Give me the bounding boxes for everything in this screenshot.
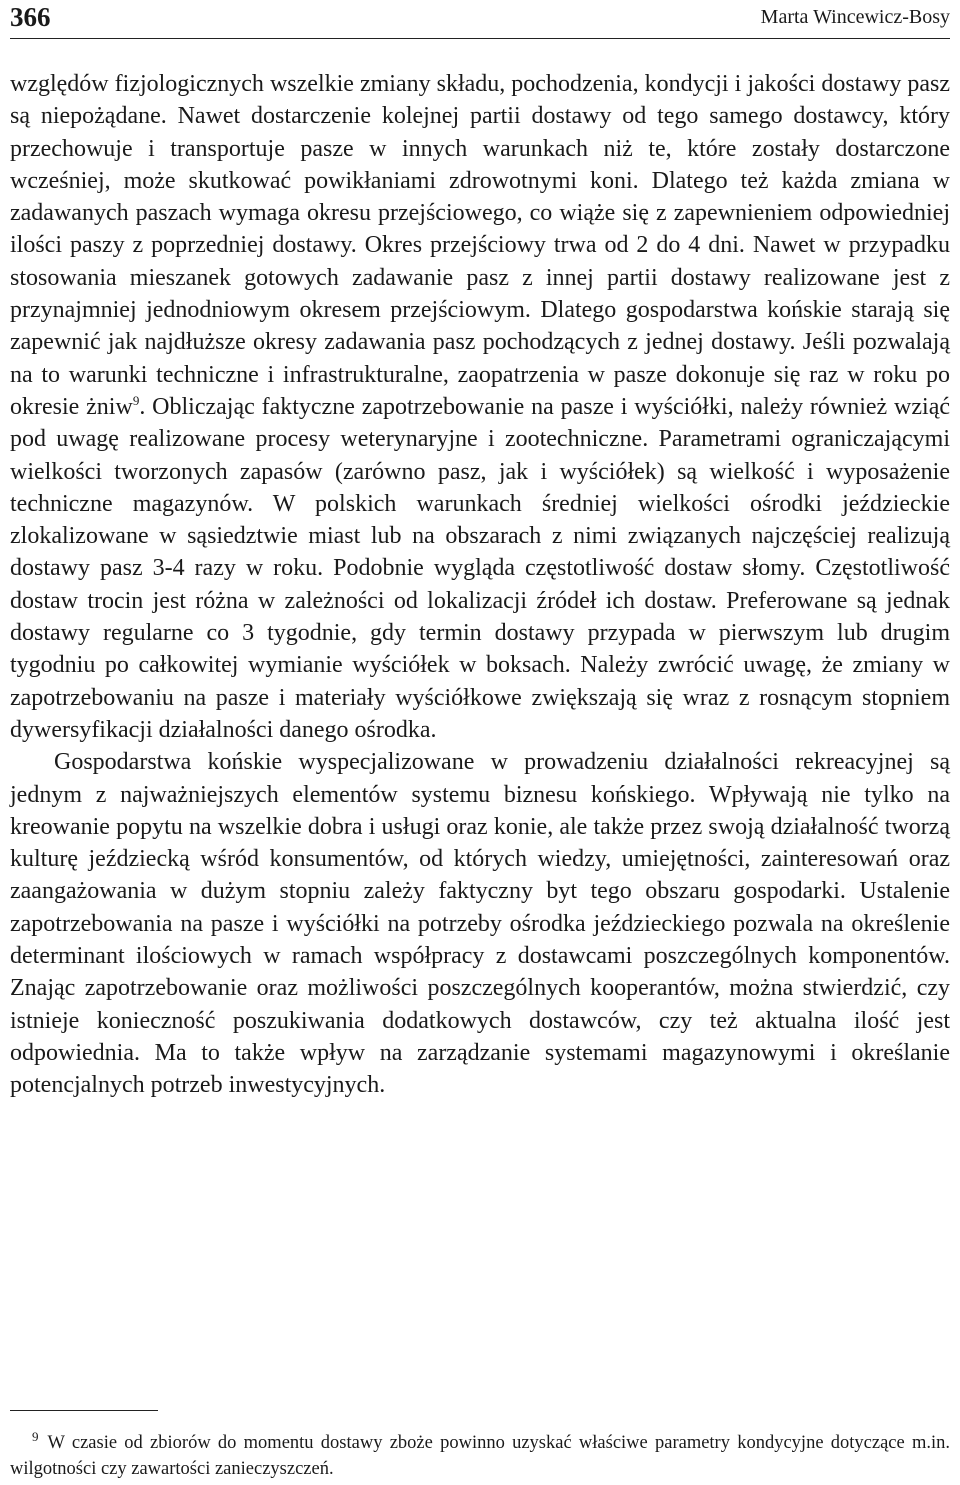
footnote-reference: 9	[132, 392, 140, 408]
paragraph-1	[10, 68, 950, 746]
footnote-number: 9	[32, 1428, 39, 1444]
footnote	[10, 1430, 950, 1482]
paragraph-1-text-a: względów fizjologicznych wszelkie zmiany składu, pochodzenia, kondycji i jakości dostawy pasz są niepożądane. Nawet dostarczenie kolejnej partii dostawy od tego samego dostawcy, który przechowuje i transportuje pasze w innych warunkach niż te, które zostały dostarczone wcześniej, może skutkować powikłaniami zdrowotnymi koni. Dlatego też każda zmiana w zadawanych paszach wymaga okresu przejściowego, co wiąże się z zapewnieniem odpowiedniej ilości paszy z poprzedniej dostawy. Okres przejściowy trwa od 2 do 4 dni. Nawet w przypadku stosowania mieszanek gotowych zadawanie pasz z innej partii dostawy realizowane jest z przynajmniej jednodniowym okresem przejściowym. Dlatego gospodarstwa końskie starają się zapewnić jak najdłuższe okresy zadawania pasz pochodzących z jednej dostawy. Jeśli pozwalają na to warunki techniczne i infrastrukturalne, zaopatrzenia w pasze dokonuje się raz w roku po okresie żniw	[10, 71, 950, 420]
running-head-author: Marta Wincewicz-Bosy	[760, 6, 950, 28]
paragraph-2: Gospodarstwa końskie wyspecjalizowane w prowadzeniu działalności rekreacyjnej są jednym z najważniejszych elementów systemu biznesu końskiego. Wpływają nie tylko na kreowanie popytu na wszelkie dobra i usługi oraz konie, ale także przez swoją działalność tworzą kulturę jeździecką wśród konsumentów, od których wiedzy, umiejętności, zainteresowań oraz zaangażowania w dużym stopniu zależy faktyczny byt tego obszaru gospodarki. Ustalenie zapotrzebowania na pasze i wyściółki na potrzeby ośrodka jeździeckiego pozwala na określenie determinant ilościowych w ramach współpracy z dostawcami poszczególnych komponentów. Znając zapotrzebowanie oraz możliwości poszczególnych kooperantów, można stwierdzić, czy istnieje konieczność poszukiwania dodatkowych dostawców, czy też aktualna ilość jest odpowiednia. Ma to także wpływ na zarządzanie systemami magazynowymi i określanie potencjalnych potrzeb inwestycyjnych.	[10, 749, 950, 1099]
body-text	[10, 68, 950, 1102]
footnote-divider	[10, 1410, 158, 1411]
paragraph-1-text-b: . Obliczając faktyczne zapotrzebowanie na pasze i wyściółki, należy również wziąć pod uwagę realizowane procesy weterynaryjne i zootechniczne. Parametrami ograniczającymi wielkości tworzonych zapasów (zarówno pasz, jak i wyściółek) są wielkość i wyposażenie techniczne magazynów. W polskich warunkach średniej wielkości ośrodki jeździeckie zlokalizowane w sąsiedztwie miast lub na obszarach z nimi związanych najczęściej realizują dostawy pasz 3-4 razy w roku. Podobnie wygląda częstotliwość dostaw słomy. Częstotliwość dostaw trocin jest różna w zależności od lokalizacji źródeł ich dostaw. Preferowane są jednak dostawy regularne co 3 tygodnie, gdy termin dostawy przypada w pierwszym lub drugim tygodniu po całkowitej wymianie wyściółek w boksach. Należy zwrócić uwagę, że zmiany w zapotrzebowaniu na pasze i materiały wyściółkowe zwiększają się wraz z rosnącym stopniem dywersyfikacji działalności danego ośrodka.	[10, 393, 951, 743]
footnote-text: W czasie od zbiorów do momentu dostawy zboże powinno uzyskać właściwe parametry kondycyjne dotyczące m.in. wilgotności czy zawartości zanieczyszczeń.	[10, 1433, 950, 1479]
page-number: 366	[10, 2, 51, 32]
page-header	[10, 0, 950, 39]
